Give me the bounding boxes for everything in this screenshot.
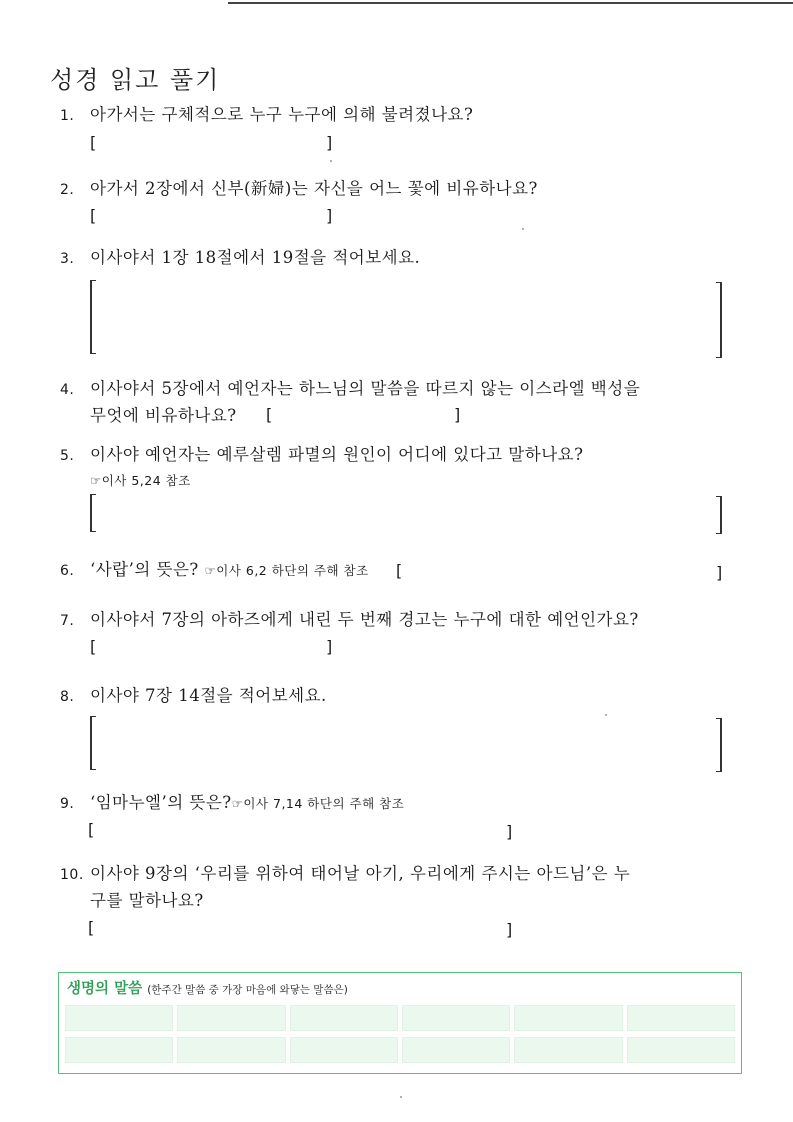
question-number: 5. [60,448,75,464]
answer-bracket-close[interactable]: ] [506,920,513,939]
answer-bracket-open[interactable]: [ [396,561,403,580]
question-text: 이사야서 5장에서 예언자는 하느님의 말씀을 따르지 않는 이스라엘 백성을 [90,379,641,398]
question-text: ‘임마누엘’의 뜻은? [90,793,232,812]
question-10 [60,861,733,914]
answer-bracket-open[interactable]: [ [266,405,273,424]
question-8 [60,683,733,710]
answer-bracket-close[interactable]: ] [506,822,513,841]
answer-box-left[interactable] [90,716,96,770]
question-7 [60,607,733,634]
scan-speck [400,1096,402,1098]
question-text: 이사야서 1장 18절에서 19절을 적어보세요. [90,248,421,267]
page-title: 성경 읽고 풀기 [50,66,221,95]
question-text-cont: 무엇에 비유하나요? [90,406,237,425]
question-text: 이사야 예언자는 예루살렘 파멸의 원인이 어디에 있다고 말하나요? [90,445,584,464]
answer-bracket-open[interactable]: [ [90,206,97,225]
answer-bracket-close[interactable]: ] [454,405,461,424]
question-number: 4. [60,382,75,398]
answer-bracket-open[interactable]: [ [88,820,95,839]
question-1 [60,102,733,129]
question-number: 6. [60,563,75,579]
answer-bracket-close[interactable]: ] [326,637,333,656]
life-word-subtitle: (한주간 말씀 중 가장 마음에 와닿는 말씀은) [147,984,348,996]
question-text: ‘사랍’의 뜻은? [90,560,199,579]
answer-bracket-open[interactable]: [ [90,637,97,656]
scan-speck [330,160,332,162]
question-text: 이사야 7장 14절을 적어보세요. [90,686,327,705]
question-number: 1. [60,108,75,124]
answer-bracket-open[interactable]: [ [90,133,97,152]
question-4 [60,376,733,429]
top-rule [228,2,793,4]
question-number: 9. [60,796,75,812]
answer-box-right[interactable] [716,282,722,358]
question-3 [60,245,733,272]
question-text: 아가서는 구체적으로 누구 누구에 의해 불려졌나요? [90,105,474,124]
reference-note: ☞이사 5,24 참조 [90,473,191,488]
question-number: 10. [60,867,84,883]
answer-bracket-open[interactable]: [ [88,918,95,937]
answer-box-right[interactable] [716,496,722,534]
question-2 [60,176,733,203]
answer-box-left[interactable] [90,494,96,532]
answer-bracket-close[interactable]: ] [326,133,333,152]
question-number: 3. [60,251,75,267]
answer-bracket-close[interactable]: ] [716,563,723,582]
reference-note: ☞이사 6,2 하단의 주해 참조 [204,563,369,578]
question-number: 2. [60,182,75,198]
life-word-box[interactable] [58,972,742,1074]
answer-bracket-close[interactable]: ] [326,206,333,225]
life-word-heading [67,977,348,998]
faint-pattern-row [65,1005,735,1031]
faint-pattern-row [65,1037,735,1063]
question-5 [60,442,733,469]
life-word-title: 생명의 말씀 [67,981,143,997]
question-text: 아가서 2장에서 신부(新婦)는 자신을 어느 꽃에 비유하나요? [90,179,538,198]
question-text: 이사야 9장의 ‘우리를 위하여 태어날 아기, 우리에게 주시는 아드님’은 누 [90,864,631,883]
question-number: 8. [60,689,75,705]
scan-speck [605,714,607,716]
question-text: 이사야서 7장의 아하즈에게 내린 두 번째 경고는 누구에 대한 예언인가요? [90,610,639,629]
answer-box-right[interactable] [716,718,722,772]
reference-note: ☞이사 7,14 하단의 주해 참조 [231,796,405,811]
scan-speck [522,228,524,230]
answer-box-left[interactable] [90,280,96,354]
question-9 [60,790,733,817]
question-text-cont: 구를 말하나요? [90,891,204,910]
question-number: 7. [60,613,75,629]
